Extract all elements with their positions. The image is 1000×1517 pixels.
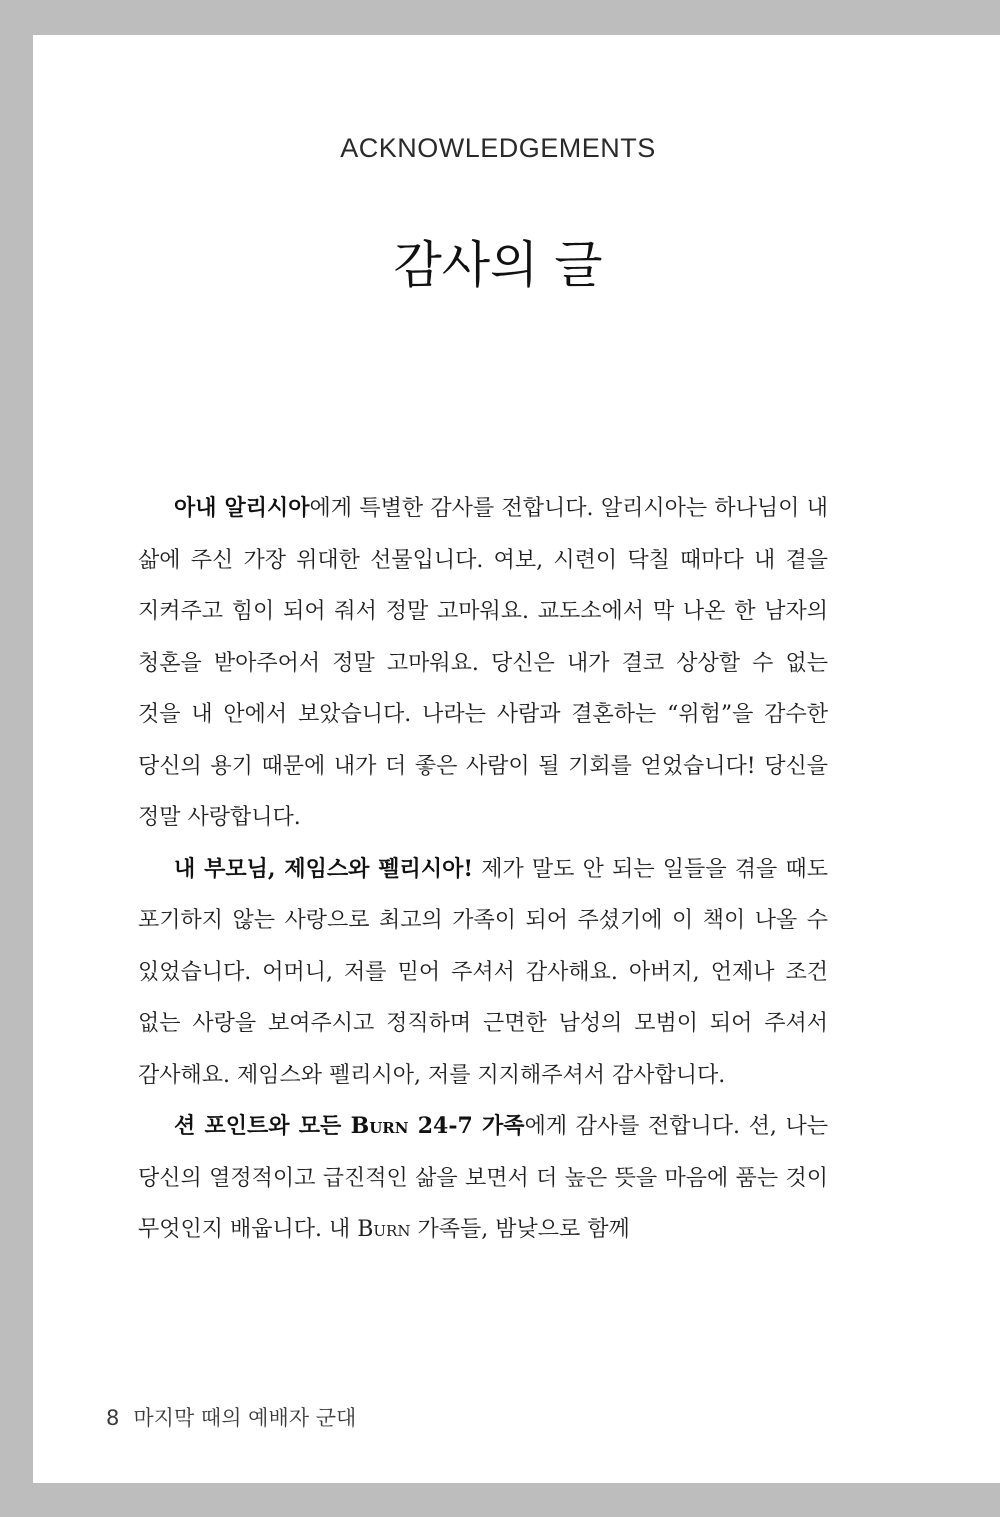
page-footer xyxy=(106,1402,356,1432)
paragraph-1 xyxy=(138,483,828,844)
paragraph-lead xyxy=(174,1113,525,1139)
left-gray-bar xyxy=(0,0,33,1517)
body-text xyxy=(138,483,828,1256)
paragraph-text: 가족들, 밤낮으로 함께 xyxy=(410,1217,630,1242)
paragraph-3 xyxy=(138,1101,828,1256)
bottom-gray-bar xyxy=(0,1483,1000,1517)
paragraph-text: 에게 특별한 감사를 전합니다. 알리시아는 하나님이 내 삶에 주신 가장 위대한 선물입니다. 여보, 시련이 닥칠 때마다 내 곁을 지켜주고 힘이 되어 줘서 정말 고마워요. 교도소에서 막 나온 한 남자의 청혼을 받아주어서 정말 고마워요. 당신은 내가 결코 상상할 수 없는 것을 내 안에서 보았습니다. 나라는 사람과 결혼하는 “위험”을 감수한 당신의 용기 때문에 내가 더 좋은 사람이 될 기회를 얻었습니다! 당신을 정말 사랑합니다. xyxy=(138,496,829,830)
lead-part: 션 포인트와 모든 xyxy=(174,1113,351,1139)
page-title: 감사의 글 xyxy=(393,236,603,294)
burn-smallcaps: Burn xyxy=(350,1113,409,1139)
burn-smallcaps: Burn xyxy=(357,1217,411,1242)
top-gray-bar xyxy=(0,0,1000,35)
section-label: ACKNOWLEDGEMENTS xyxy=(340,133,656,163)
paragraph-text: 제가 말도 안 되는 일들을 겪을 때도 포기하지 않는 사랑으로 최고의 가족이 되어 주셨기에 이 책이 나올 수 있었습니다. 어머니, 저를 믿어 주셔서 감사해요. 아버지, 언제나 조건 없는 사랑을 보여주시고 정직하며 근면한 남성의 모범이 되어 주셔서 감사해요. 제임스와 펠리시아, 저를 지지해주셔서 감사합니다. xyxy=(138,856,828,1088)
paragraph-text: 에게 감사를 전합니다. 션, 나는 당신의 열정적이고 급진적인 삶을 보면서 더 높은 뜻을 마음에 품는 것이 무엇인지 배웁니다. 내 xyxy=(138,1114,828,1242)
paragraph-lead: 내 부모님, 제임스와 펠리시아! xyxy=(174,855,473,882)
book-title: 마지막 때의 예배자 군대 xyxy=(133,1406,357,1430)
book-page xyxy=(33,35,1000,1483)
lead-part: 24-7 가족 xyxy=(408,1113,525,1139)
page-number: 8 xyxy=(106,1406,120,1430)
paragraph-lead: 아내 알리시아 xyxy=(174,495,310,521)
paragraph-2 xyxy=(138,844,828,1102)
